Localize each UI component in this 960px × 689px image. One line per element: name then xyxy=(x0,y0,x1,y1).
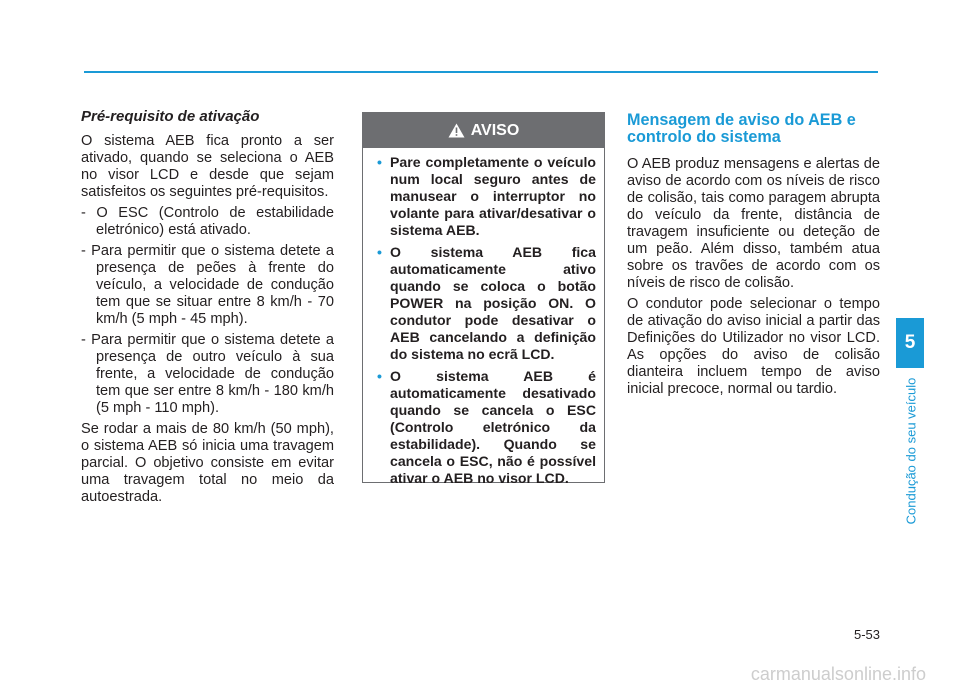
warning-item-text: O sistema AEB é automaticamente desativado quando se cancela o ESC (Controlo eletrónico da estabilidade). Quando se cancela o ESC, não é possível ativar o AEB no visor LCD. xyxy=(390,368,596,486)
warning-box xyxy=(362,112,605,486)
warning-item xyxy=(377,368,596,487)
bullet-icon: • xyxy=(377,368,382,384)
section-paragraph: O AEB produz mensagens e alertas de aviso de acordo com os níveis de risco de colisão, tais como paragem abrupta do veículo da frente, distância de travagem insuficiente ou deteção de um peão. Além disso, também atua sobre os travões de acordo com os níveis de risco de colisão. xyxy=(627,156,880,291)
prerequisite-subheading: Pré-requisito de ativação xyxy=(81,108,260,125)
page-number: 5-53 xyxy=(853,627,880,642)
warning-item-text: O sistema AEB fica automaticamente ativo quando se coloca o botão POWER na posição ON. O condutor pode desativar o AEB cancelando a definição do sistema no ecrã LCD. xyxy=(390,244,596,362)
top-rule xyxy=(84,71,878,73)
right-column xyxy=(627,112,880,402)
prerequisite-intro: O sistema AEB fica pronto a ser ativado, quando se seleciona o AEB no visor LCD e desde que sejam satisfeitos os seguintes pré-requisitos. xyxy=(81,133,334,200)
section-paragraph: O condutor pode selecionar o tempo de ativação do aviso inicial a partir das Definições do Utilizador no visor LCD. As opções do aviso de colisão dianteira incluem tempo de aviso inicial precoce, normal ou tardio. xyxy=(627,296,880,397)
warning-body xyxy=(363,148,604,487)
prerequisite-item: - Para permitir que o sistema detete a presença de outro veículo à sua frente, a velocidade de condução tem que ser entre 8 km/h - 180 km/h (5 mph - 110 mph). xyxy=(81,332,334,416)
chapter-tab: 5 xyxy=(896,318,924,368)
prerequisite-item: - O ESC (Controlo de estabilidade eletrónico) está ativado. xyxy=(81,205,334,238)
watermark: carmanualsonline.info xyxy=(750,664,926,684)
warning-header xyxy=(363,113,604,148)
chapter-title: Condução do seu veículo xyxy=(903,377,919,525)
warning-item xyxy=(377,154,596,239)
left-column xyxy=(81,108,334,510)
section-heading: Mensagem de aviso do AEB e controlo do sistema xyxy=(627,111,856,146)
warning-triangle-icon xyxy=(448,123,465,138)
prerequisite-closing: Se rodar a mais de 80 km/h (50 mph), o sistema AEB só inicia uma travagem parcial. O objetivo consiste em evitar uma travagem total no meio da autoestrada. xyxy=(81,421,334,505)
bullet-icon: • xyxy=(377,154,382,170)
warning-title: AVISO xyxy=(470,121,520,139)
warning-item xyxy=(377,244,596,363)
prerequisite-item: - Para permitir que o sistema detete a presença de peões à frente do veículo, a velocidade de condução tem que se situar entre 8 km/h - 70 km/h (5 mph - 45 mph). xyxy=(81,243,334,327)
warning-item-text: Pare completamente o veículo num local seguro antes de manusear o interruptor no volante para ativar/desativar o sistema AEB. xyxy=(390,154,596,238)
bullet-icon: • xyxy=(377,244,382,260)
